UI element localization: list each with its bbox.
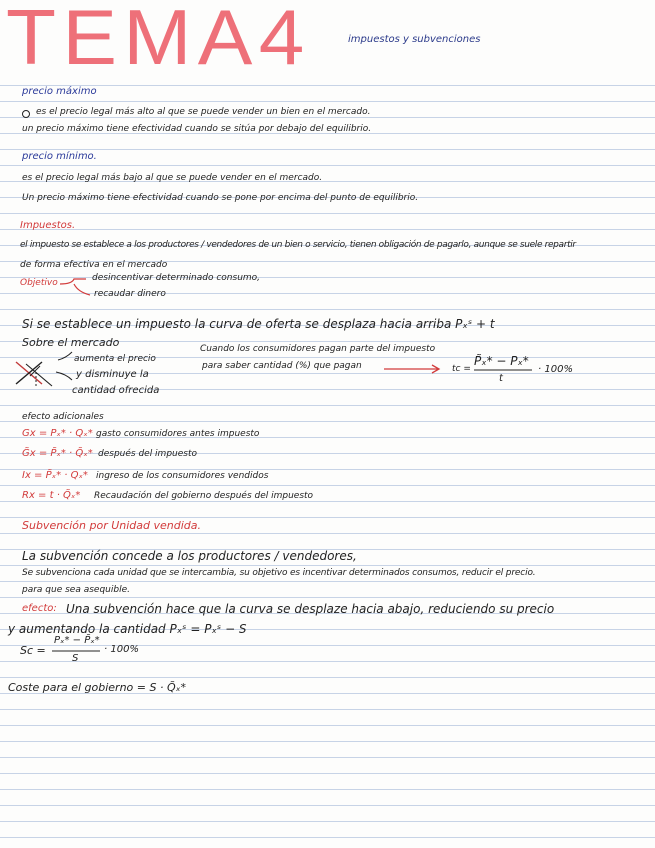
objetivo-item-2: recaudar dinero	[94, 289, 166, 299]
section-heading-subvencion: Subvención por Unidad vendida.	[22, 519, 202, 532]
cuando-line-1: Cuando los consumidores pagan parte del impuesto	[200, 344, 436, 354]
formula-sc-numerator: Pₓ* − P̃ₓ*	[54, 635, 100, 646]
shift-line: Si se establece un impuesto la curva de oferta se desplaza hacia arriba Pₓˢ + t	[22, 317, 495, 331]
rx-formula: Rx = t · Q̃ₓ*	[22, 490, 81, 501]
formula-tc-lhs: tc =	[452, 364, 471, 374]
efecto-mercado-1: aumenta el precio	[74, 354, 156, 364]
subvencion-efecto-label: efecto:	[22, 603, 57, 614]
formula-sc-denominator: S	[72, 653, 79, 664]
formula-tc-tail: · 100%	[538, 364, 573, 375]
gx2-formula: G̃x = P̃ₓ* · Q̃ₓ*	[22, 448, 93, 459]
impuestos-line-2: de forma efectiva en el mercado	[20, 260, 168, 270]
impuestos-line-1: el impuesto se establece a los productores / vendedores de un bien o servicio, tienen obligación de pagarlo, aunque se suele repartir	[20, 240, 576, 250]
section-heading-precio-maximo: precio máximo	[22, 86, 97, 97]
formula-sc-tail: · 100%	[104, 644, 139, 655]
formula-sc-lhs: Sc =	[20, 644, 46, 657]
ix-description: ingreso de los consumidores vendidos	[96, 471, 269, 481]
precio-maximo-line-2: un precio máximo tiene efectividad cuando se sitúa por debajo del equilibrio.	[22, 124, 372, 134]
objetivo-label: Objetivo	[20, 278, 58, 288]
rx-description: Recaudación del gobierno después del impuesto	[94, 491, 314, 501]
section-heading-impuestos: Impuestos.	[20, 220, 76, 231]
subvencion-efecto-text: Una subvención hace que la curva se desplaze hacia abajo, reduciendo su precio	[66, 602, 555, 616]
precio-minimo-line-2: Un precio máximo tiene efectividad cuando se pone por encima del punto de equilibrio.	[22, 193, 419, 203]
precio-minimo-line-1: es el precio legal más bajo al que se puede vender en el mercado.	[22, 173, 323, 183]
precio-maximo-line-1: es el precio legal más alto al que se puede vender un bien en el mercado.	[36, 107, 371, 117]
cuando-line-2: para saber cantidad (%) que pagan	[202, 361, 362, 371]
efectos-heading: efecto adicionales	[22, 412, 104, 422]
subvencion-line-3: para que sea asequible.	[22, 585, 130, 595]
objetivo-item-1: desincentivar determinado consumo,	[92, 273, 261, 283]
subvencion-line-2: Se subvenciona cada unidad que se intercambia, su objetivo es incentivar determinados consumos, reducir el precio.	[22, 568, 536, 578]
efecto-mercado-3: cantidad ofrecida	[72, 385, 160, 396]
subvencion-line-5: y aumentando la cantidad Pₓˢ = Pₓˢ − S	[8, 622, 247, 636]
gx-description: gasto consumidores antes impuesto	[96, 429, 260, 439]
gx2-description: después del impuesto	[98, 449, 197, 459]
gx-formula: Gx = Pₓ* · Qₓ*	[22, 428, 93, 439]
subvencion-line-1: La subvención concede a los productores / vendedores,	[22, 549, 357, 563]
coste-gobierno: Coste para el gobierno = S · Q̃ₓ*	[8, 681, 186, 694]
section-heading-precio-minimo: precio mínimo.	[22, 151, 97, 162]
formula-tc-numerator: P̃ₓ* − Pₓ*	[474, 354, 529, 368]
efecto-mercado-2: y disminuye la	[76, 369, 149, 380]
page-title: TEMA4	[6, 0, 311, 81]
formula-tc-denominator: t	[499, 373, 503, 384]
sobre-mercado-label: Sobre el mercado	[22, 336, 120, 349]
page-subtitle: impuestos y subvenciones	[348, 34, 481, 45]
ix-formula: Ix = P̃ₓ* · Qₓ*	[22, 470, 88, 481]
